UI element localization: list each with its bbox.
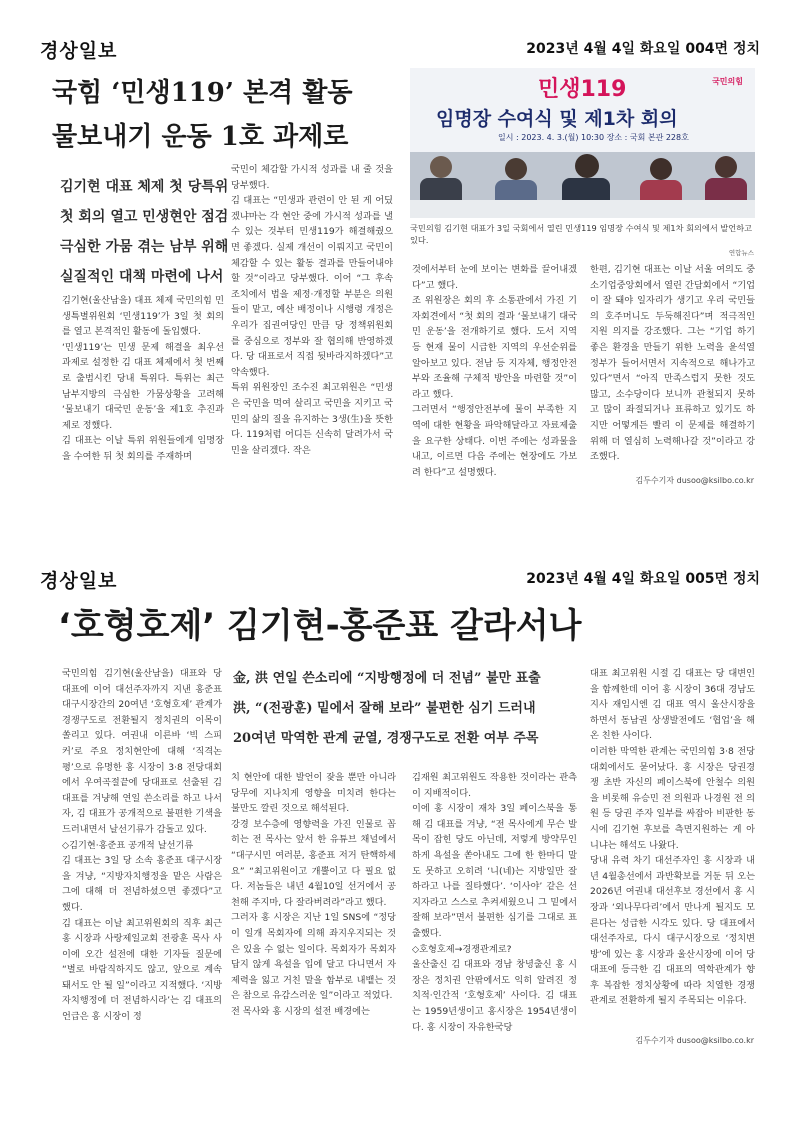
article-column-3: 것에서부터 눈에 보이는 변화를 끌어내겠다”고 했다. 조 위원장은 회의 후 소통관에서 가진 기자회견에서 “첫 회의 결과 ‘물보내기 대국민 운동’을 전개하기로 했다. 도서 지역 등 현재 물이 시급한 지역의 우선순위를 알아보고 있다. 전남 등 지자체, 행정안전부와 조율해 구체적 방안을 마련할 것”이라고 했다. 그러면서 “행정안전부에 물이 부족한 지역에 대한 현황을 파악해달라고 자료제출을 요구한 상태다. 이번 주에는 성과물을 내고, 이르면 다음 주에는 현장에도 가보려 한다”고 설명했다. xyxy=(412,264,577,478)
article-deck: 김기현 대표 체제 첫 당특위 첫 회의 열고 민생현안 점검 극심한 가뭄 겪는 남부 위해 실질적인 대책 마련에 나서 xyxy=(60,179,229,285)
meeting-scene xyxy=(410,152,755,218)
banner-subtitle: 임명장 수여식 및 제1차 회의 xyxy=(436,108,678,130)
byline-2: 김두수기자 dusoo@ksilbo.co.kr xyxy=(635,1036,754,1045)
byline: 김두수기자 dusoo@ksilbo.co.kr xyxy=(635,476,754,485)
party-logo: 국민의힘 xyxy=(712,77,743,86)
masthead-2: 경상일보 xyxy=(40,570,118,592)
article-column-1: 국민의힘 김기현(울산남을) 대표와 당 대표에 이어 대선주자까지 지낸 홍준표 대구시장간의 20여년 ‘호형호제’ 관계가 경쟁구도로 전환될지 정치권의 이목이 쏠리고 있다. 여권내 이른바 ‘빅 스피커’로 주요 정치현안에 대해 ‘직격논평’으로 유명한 홍 시장이 3·8 전당대회에서 우여곡절끝에 당대표로 선출된 김 대표를 겨냥해 연일 쓴소리를 하고 나서자, 김 대표가 공개적으로 불편한 기색을 드러내면서 날선기류가 감돌고 있다. ◇김기현·홍준표 공개적 날선기류 김 대표는 3일 당 소속 홍준표 대구시장을 겨냥, “지방자치행정을 맡은 사람은 그에 대해 더 전념하셨으면 좋겠다”고 했다. 김 대표는 이날 최고위원회의 직후 최근 홍 시장과 사랑제일교회 전광훈 목사 사이에 오간 설전에 대한 기자들 질문에 “별로 바람직하지도 않고, 앞으로 계속돼서도 안 될 일”이라고 지적했다. ‘지방자치행정에 더 전념하시라’는 김 대표의 언급은 홍 시장이 정 xyxy=(62,668,222,1023)
article-column-2: 국민이 체감할 가시적 성과를 내 줄 것을 당부했다. 김 대표는 “민생과 관련이 안 된 게 어딨겠냐마는 각 현안 중에 가시적 성과를 낼 수 있는 것부터 민생119가 해결해줬으면 좋겠다. 실제 개선이 이뤄지고 국민이 체감할 수 있는 활동 결과를 만들어내야 할 것”이라고 당부했다. 이어 “그 후속 조치에서 법을 제정·개정할 부분은 의원들이 맡고, 예산 배정이나 시행령 개정은 우리가 집권여당인 만큼 당 정책위원회를 중심으로 정부와 잘 협의해 반영하겠다. 당 대표로서 직접 뒷바라지하겠다”고 약속했다. 특위 위원장인 조수진 최고위원은 “민생은 국민을 먹여 살리고 국민을 지키고 국민의 삶의 질을 유지하는 3생(生)을 뜻한다. 119처럼 어디든 신속히 달려가서 국민을 살리겠다. 작은 xyxy=(231,164,393,456)
article-column-3: 김재원 최고위원도 작용한 것이라는 관측이 지배적이다. 이에 홍 시장이 재차 3일 페이스북을 통해 김 대표를 겨냥, “전 목사에게 무슨 발목이 잡힌 당도 아닌데, 저렇게 방약무인하게 욕설을 쏟아내도 그에 한 한마디 말도 못하고 오히려 ‘니(네)는 지방일만 잘하라고 나를 질타했다’. ‘이사야’ 같은 선지자라고 스스로 추켜세웠으니 그 밑에서 잘해 보라”면서 불편한 심기를 그대로 표출했다. ◇호형호제→경쟁관계로? 울산출신 김 대표와 경남 창녕출신 홍 시장은 정치권 안팎에서도 익히 알려진 정치적·인간적 ‘호형호제’ 사이다. 김 대표는 1959년생이고 홍시장은 1954년생이다. 홍 시장이 자유한국당 xyxy=(412,772,577,1033)
photo-credit: 연합뉴스 xyxy=(728,249,754,257)
photo-caption: 국민의힘 김기현 대표가 3일 국회에서 열린 민생119 임명장 수여식 및 제1차 회의에서 발언하고 있다. xyxy=(410,223,753,245)
dateline: 2023년 4월 4일 화요일 004면 정치 xyxy=(526,41,760,57)
article-column-2: 치 현안에 대한 발언이 잦을 뿐만 아니라 당무에 지나치게 영향을 미치려 한다는 불만도 깔린 것으로 해석된다. 강경 보수층에 영향력을 가진 인물로 꼽히는 전 목사는 앞서 한 유튜브 채널에서 “대구시민 여러분, 홍준표 저거 탄핵하세요” “최고위원이고 개뿔이고 다 필요 없다. 저놈들은 내년 4월10일 선거에서 공천해 주지마, 다 잘라버려라”라고 했다. 그러자 홍 시장은 지난 1일 SNS에 “정당이 일개 목회자에 의해 좌지우지되는 것은 있을 수 없는 일이다. 목회자가 목회자답지 않게 욕설을 입에 달고 다니면서 자제력을 잃고 거친 말을 함부로 내뱉는 것은 참으로 유감스러운 일”이라고 적었다. 전 목사와 홍 시장의 설전 배경에는 xyxy=(231,772,396,1017)
banner-info: 일시 : 2023. 4. 3.(월) 10:30 장소 : 국회 본관 228호 xyxy=(498,133,689,142)
article-column-1: 김기현(울산남을) 대표 체제 국민의힘 민생특별위원회 ‘민생119’가 3일 첫 회의를 열고 본격적인 활동에 돌입했다. ‘민생119’는 민생 문제 해결을 최우선 과제로 설정한 김 대표 체제에서 첫 번째로 출범시킨 당내 특위다. 특위는 최근 남부지방의 극심한 가뭄상황을 고려해 ‘물보내기 대국민 운동’을 제1호 추진과제로 정했다. 김 대표는 이날 특위 위원들에게 임명장을 수여한 뒤 첫 회의를 주재하며 xyxy=(62,295,224,462)
banner-title: 민생119 xyxy=(538,77,627,102)
headline: ‘호형호제’ 김기현-홍준표 갈라서나 xyxy=(58,606,582,646)
article-column-4: 한편, 김기현 대표는 이날 서울 여의도 중소기업중앙회에서 열린 간담회에서 “기업이 잘 돼야 일자리가 생기고 우리 국민들의 호주머니도 두둑해진다”며 적극적인 지원 의지를 강조했다. 그는 “기업 하기 좋은 환경을 만들기 위한 노력을 윤석열 정부가 들어서면서 지속적으로 해나가고 있다”면서 “아직 만족스럽지 못한 것도 많고, 소수당이다 보니까 관철되지 못하고 많이 좌절되거나 표류하고 있기도 하지만 어떻게든 빨리 이 문제를 해결하기 위해 더 열심히 노력해나갈 것”이라고 강조했다. xyxy=(590,264,755,463)
article-column-4: 대표 최고위원 시절 김 대표는 당 대변인을 함께한데 이어 홍 시장이 36대 경남도지사 재임시엔 김 대표 역시 울산시장을 하면서 동남권 상생발전에도 ‘협업’을 해온 친한 사이다. 이러한 막역한 관계는 국민의힘 3·8 전당대회에서도 묻어났다. 홍 시장은 당권경쟁 초반 자신의 페이스북에 안철수 의원을 비롯해 유승민 전 의원과 나경원 전 의원 등 당권 주자 일부를 싸잡아 비판한 동시에 김기현 후보를 측면지원하는 게 아니냐는 해석도 나왔다. 당내 유력 차기 대선주자인 홍 시장과 내년 4월총선에서 과반확보를 거둔 뒤 오는 2026년 여권내 대선후보 경선에서 홍 시장과 ‘외나무다리’에서 만나게 될지도 모른다는 성급한 시각도 있다. 당 대표에서 대선주자로, 다시 대구시장으로 ‘정치변방’에 있는 홍 시장과 울산시장에 이어 당 대표에 등극한 김 대표의 역학관계가 향후 복잡한 정치상황에 따라 치열한 경쟁관계로 전환하게 될지 주목되는 이유다. xyxy=(590,668,755,1007)
dateline-2: 2023년 4월 4일 화요일 005면 정치 xyxy=(526,571,760,587)
headline-line-1: 국힘 ‘민생119’ 본격 활동 xyxy=(52,78,353,108)
article-deck: 金, 洪 연일 쓴소리에 “지방행정에 더 전념” 불만 표출 洪, “(전광훈) 밑에서 잘해 보라” 불편한 심기 드러내 20여년 막역한 관계 균열, 경쟁구도로 전환 여부 주목 xyxy=(233,671,541,746)
masthead: 경상일보 xyxy=(40,40,118,62)
news-photo xyxy=(410,68,755,218)
headline-line-2: 물보내기 운동 1호 과제로 xyxy=(52,122,349,152)
